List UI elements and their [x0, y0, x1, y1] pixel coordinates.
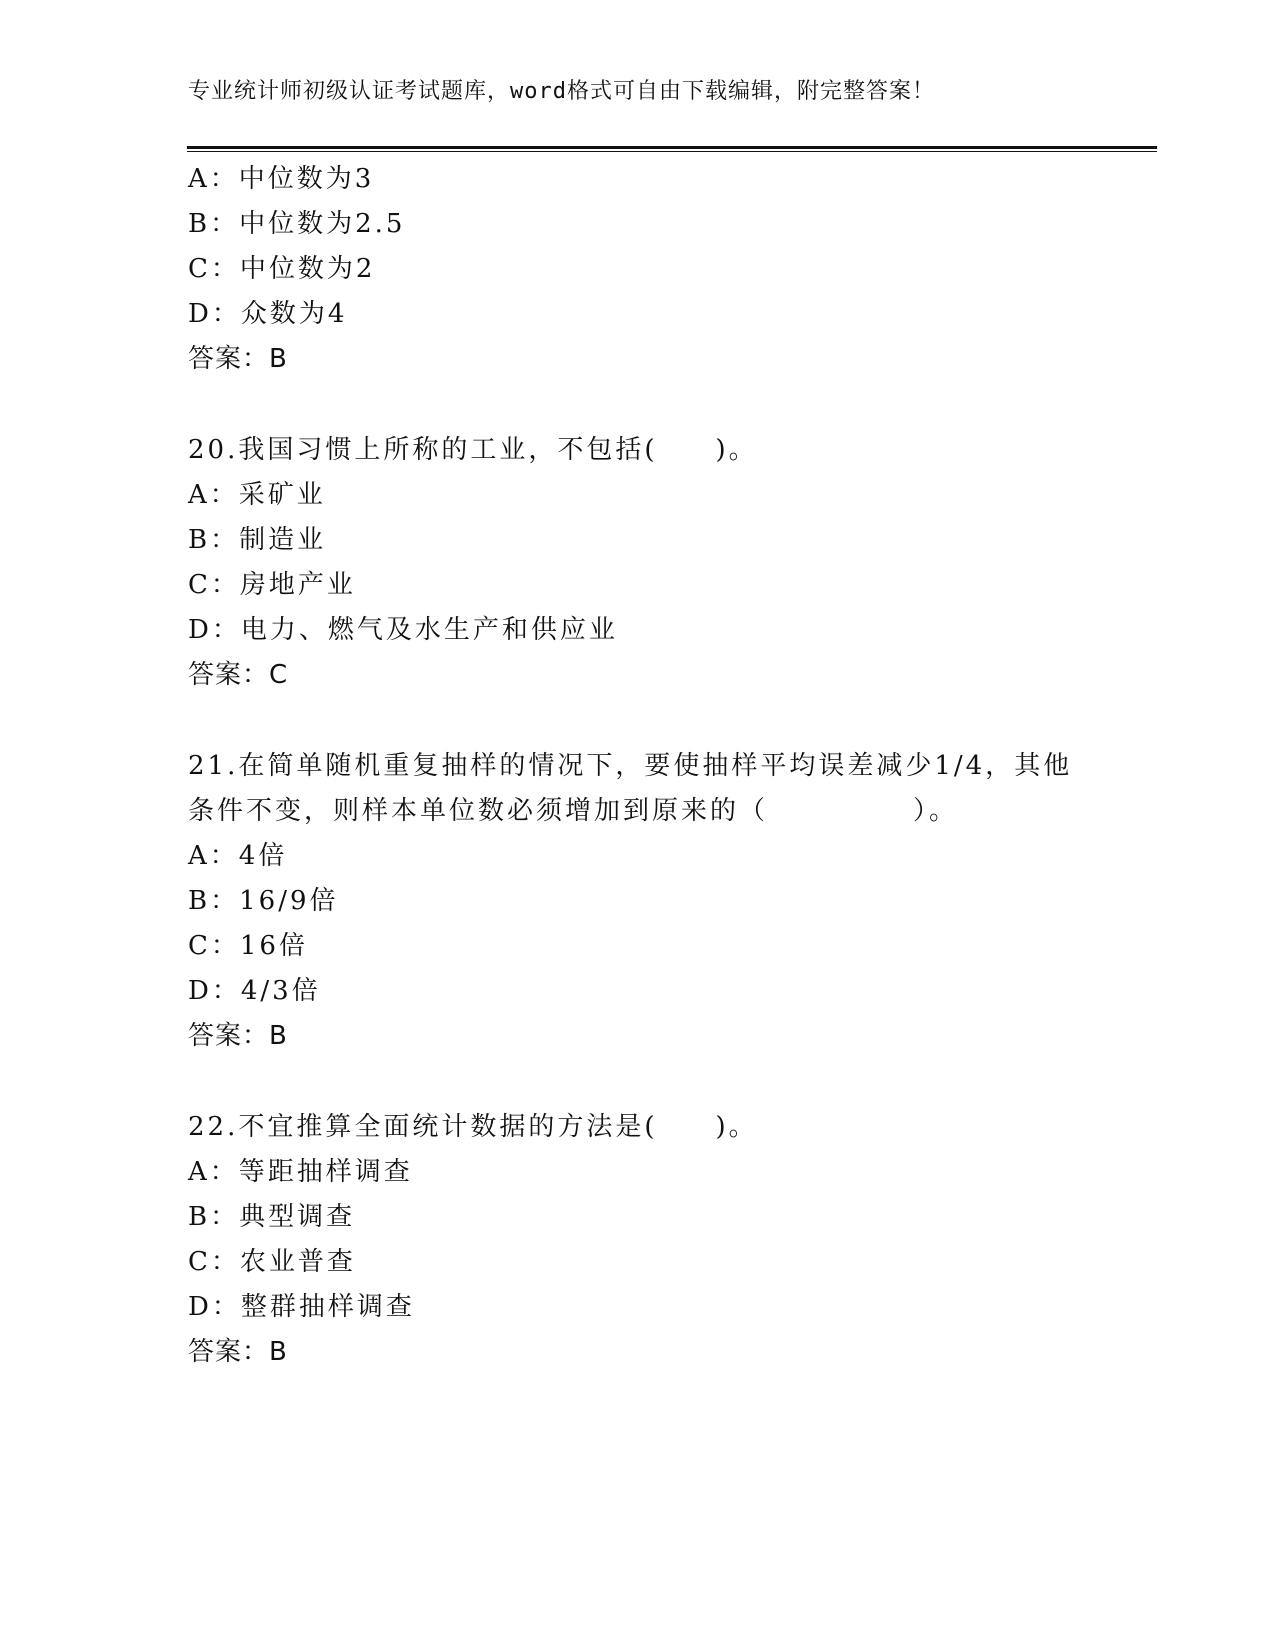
q22-answer: 答案：B: [188, 1337, 288, 1367]
q21-option-b: B：16/9倍: [188, 886, 339, 916]
q20-answer: 答案：C: [188, 660, 289, 690]
q21-option-d: D：4/3倍: [188, 976, 321, 1006]
q20-option-a: A：采矿业: [188, 480, 326, 510]
q21-answer: 答案：B: [188, 1021, 288, 1051]
prev-option-c: C：中位数为2: [188, 254, 376, 284]
prev-option-b: B：中位数为2.5: [188, 209, 406, 239]
prev-option-a: A：中位数为3: [188, 164, 375, 194]
q22-option-c: C：农业普查: [188, 1247, 356, 1277]
q22-option-a: A：等距抽样调查: [188, 1157, 413, 1187]
q20-option-d: D：电力、燃气及水生产和供应业: [188, 615, 618, 645]
q20-option-c: C：房地产业: [188, 570, 356, 600]
prev-option-d: D：众数为4: [188, 299, 348, 329]
prev-answer: 答案：B: [188, 344, 288, 374]
q21-question-line2: 条件不变，则样本单位数必须增加到原来的（ ）。: [188, 796, 959, 826]
header-rule-thick: [187, 146, 1157, 149]
q20-option-b: B：制造业: [188, 525, 327, 555]
header-rule-thin: [187, 151, 1157, 152]
q21-question-line1: 21.在简单随机重复抽样的情况下，要使抽样平均误差减少1/4，其他: [188, 751, 1073, 781]
page-header: 专业统计师初级认证考试题库，word格式可自由下载编辑，附完整答案！: [188, 79, 935, 104]
q20-question: 20.我国习惯上所称的工业，不包括( )。: [188, 435, 758, 465]
q21-option-c: C：16倍: [188, 931, 308, 961]
q22-option-b: B：典型调查: [188, 1202, 356, 1232]
q22-question: 22.不宜推算全面统计数据的方法是( )。: [188, 1112, 758, 1142]
q22-option-d: D：整群抽样调查: [188, 1292, 415, 1322]
q21-option-a: A：4倍: [188, 841, 288, 871]
